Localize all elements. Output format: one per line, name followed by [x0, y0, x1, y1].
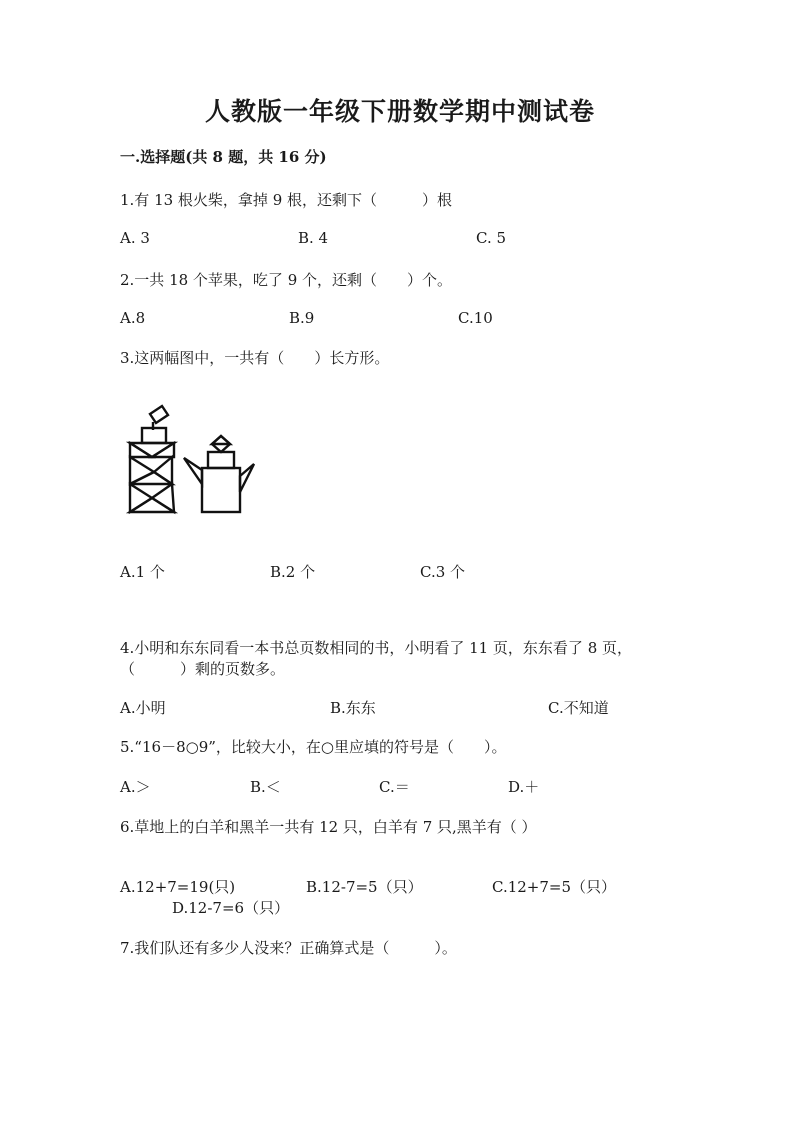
q5-option-b: B.＜: [250, 778, 281, 796]
question-1: 1.有 13 根火柴，拿掉 9 根，还剩下（ ）根: [120, 191, 453, 209]
q2-option-a: A.8: [120, 309, 146, 327]
q6-option-b: B.12-7=5（只）: [306, 878, 423, 896]
q6-option-a: A.12+7=19(只): [120, 878, 236, 896]
page-title: 人教版一年级下册数学期中测试卷: [204, 97, 595, 126]
q2-option-b: B.9: [289, 309, 315, 327]
q1-option-a: A. 3: [120, 229, 150, 247]
q5-option-d: D.＋: [508, 778, 540, 796]
q2-option-c: C.10: [458, 309, 493, 327]
q1-option-b: B. 4: [298, 229, 329, 247]
question-4-line-2: （ ）剩的页数多。: [120, 660, 286, 678]
figure-right-teapot: [184, 436, 254, 512]
q4-option-b: B.东东: [330, 699, 376, 717]
q5-option-a: A.＞: [120, 778, 151, 796]
q3-option-a: A.1 个: [120, 563, 165, 581]
q4-option-c: C.不知道: [548, 699, 609, 717]
q6-option-d: D.12-7=6（只）: [172, 899, 290, 917]
q3-option-b: B.2 个: [270, 563, 316, 581]
question-6: 6.草地上的白羊和黑羊一共有 12 只，白羊有 7 只,黑羊有（ ）: [120, 818, 537, 836]
section-heading: 一.选择题(共 8 题，共 16 分): [120, 148, 327, 166]
question-4-line-1: 4.小明和东东同看一本书总页数相同的书，小明看了 11 页，东东看了 8 页，: [120, 639, 633, 657]
figure-left-person: [130, 406, 174, 512]
q3-option-c: C.3 个: [420, 563, 466, 581]
question-5: 5.“16－8○9”，比较大小，在○里应填的符号是（ ）。: [120, 738, 507, 756]
q6-option-c: C.12+7=5（只）: [492, 878, 617, 896]
q1-option-c: C. 5: [476, 229, 507, 247]
tangram-figure: [126, 400, 266, 522]
question-3: 3.这两幅图中，一共有（ ）长方形。: [120, 349, 390, 367]
question-2: 2.一共 18 个苹果，吃了 9 个，还剩（ ）个。: [120, 271, 453, 289]
q4-option-a: A.小明: [120, 699, 166, 717]
question-7: 7.我们队还有多少人没来？正确算式是（ ）。: [120, 939, 457, 957]
q5-option-c: C.＝: [379, 778, 410, 796]
